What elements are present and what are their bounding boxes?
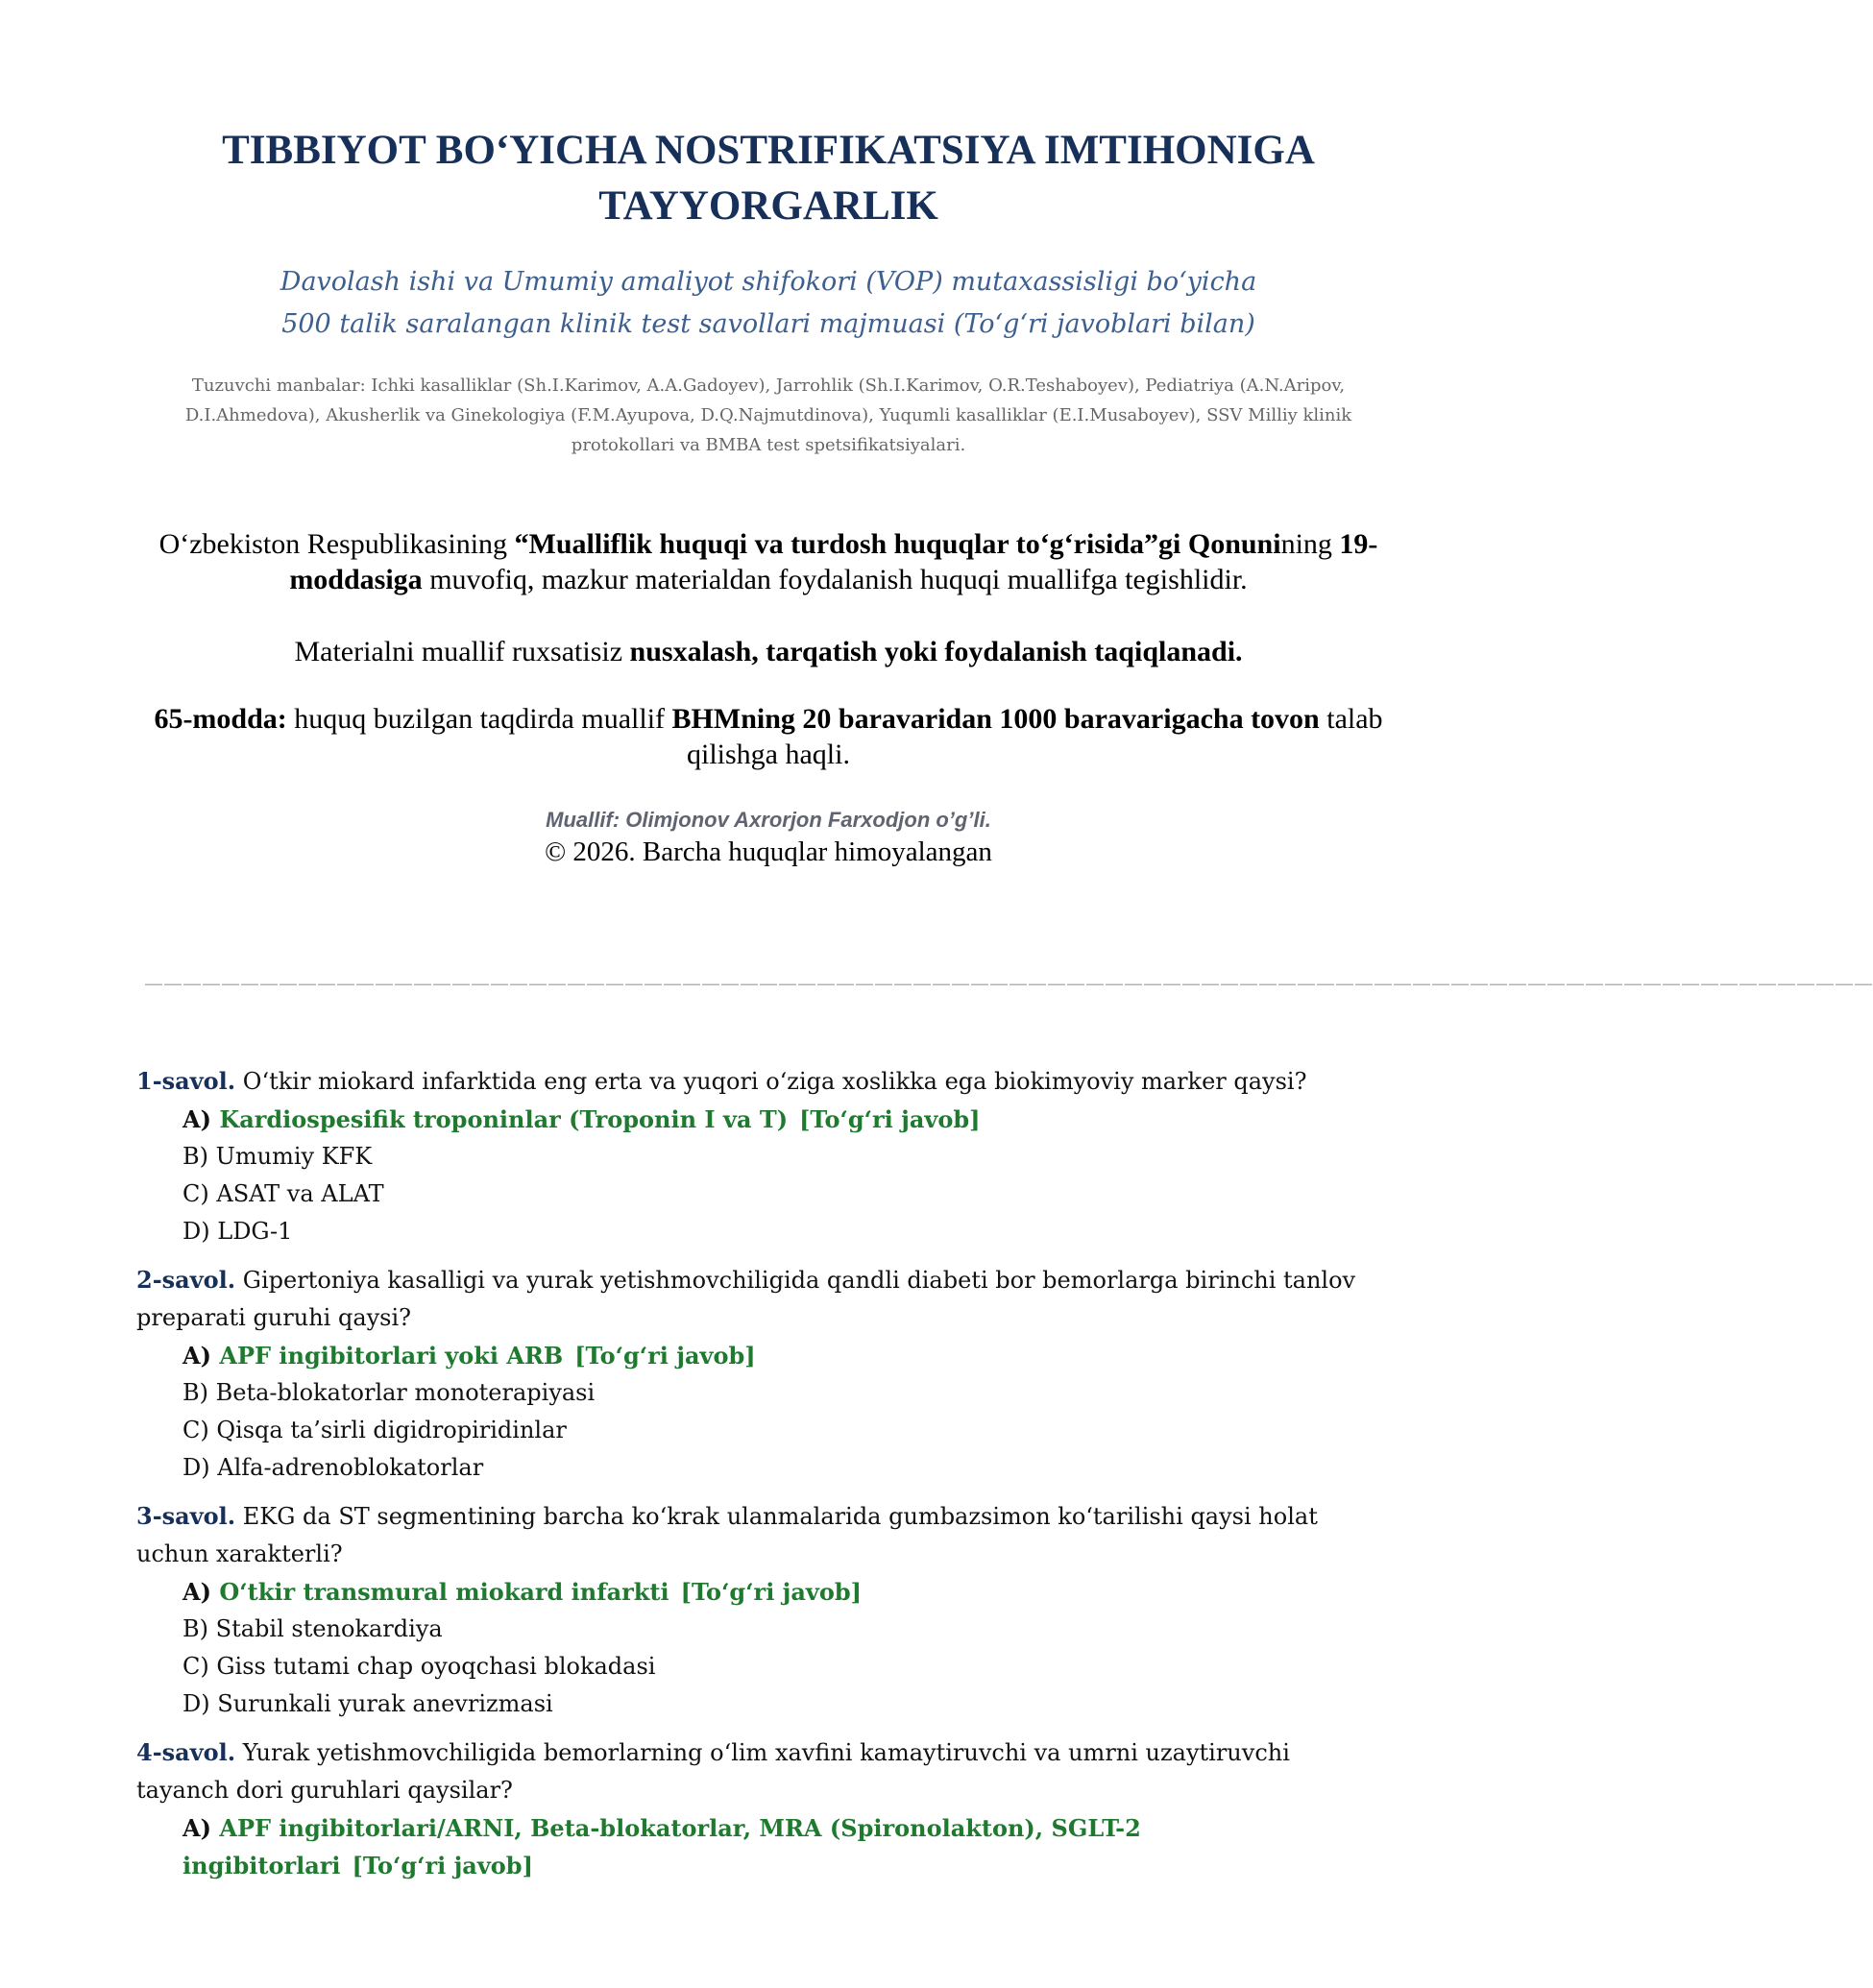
- option-letter: D): [182, 1454, 210, 1481]
- copyright-law-paragraph: [134, 526, 1402, 597]
- prohibition-bold: nusxalash, tarqatish yoki foydalanish taqiqlanadi.: [629, 636, 1243, 667]
- option-letter: D): [182, 1218, 210, 1245]
- answer-option: [182, 1138, 1385, 1176]
- answer-option: [182, 1611, 1385, 1648]
- sources-note: Tuzuvchi manbalar: Ichki kasalliklar (Sh.I.Karimov, A.A.Gadoyev), Jarrohlik (Sh.I.Karimov, O.R.Teshaboyev), Pediatriya (A.N.Aripov, D.I.Ahmedova), Akusherlik va Ginekologiya (F.M.Ayupova, D.Q.Najmutdinova), Yuqumli kasalliklar (E.I.Musaboyev), SSV Milliy klinik protokollari va BMBA test spetsifikatsiyalari.: [184, 376, 1352, 455]
- subtitle-line-2: 500 talik saralangan klinik test savollari majmuasi (To‘g‘ri javoblari bilan): [281, 309, 1255, 339]
- question-number: 3-savol.: [136, 1502, 236, 1530]
- answer-option: [182, 1648, 1385, 1685]
- answer-option: [182, 1213, 1385, 1250]
- question-number: 1-savol.: [136, 1067, 236, 1095]
- question-item: [136, 1062, 1385, 1250]
- option-letter: B): [182, 1615, 208, 1642]
- option-text: Surunkali yurak anevrizmasi: [217, 1690, 553, 1717]
- option-letter: D): [182, 1690, 210, 1717]
- penalty-article: 65-modda:: [154, 703, 287, 735]
- question-text: [136, 1062, 1385, 1101]
- section-divider: ——————————————————————————————————————————————————————————————————————————————————————————: [144, 972, 1873, 995]
- copyright-line: © 2026. Barcha huquqlar himoyalangan: [545, 836, 992, 867]
- option-letter: C): [182, 1653, 209, 1680]
- correct-answer-tag: [To‘g‘ri javob]: [574, 1342, 756, 1370]
- question-body: EKG da ST segmentining barcha ko‘krak ulanmalarida gumbazsimon ko‘tarilishi qaysi holat uchun xarakterli?: [136, 1503, 1318, 1567]
- document-subtitle: [173, 261, 1364, 346]
- prohibition-text: Materialni muallif ruxsatisiz: [294, 636, 630, 667]
- question-number: 2-savol.: [136, 1266, 236, 1294]
- option-text: APF ingibitorlari yoki ARB: [219, 1342, 564, 1370]
- option-letter: A): [182, 1578, 211, 1606]
- option-text: Kardiospesifik troponinlar (Troponin I va T): [219, 1105, 789, 1133]
- title-line-2: TAYYORGARLIK: [598, 183, 938, 229]
- prohibition-paragraph: [134, 634, 1402, 669]
- option-letter: C): [182, 1180, 209, 1207]
- answer-option: [182, 1176, 1385, 1213]
- law-article: 19-moddasiga: [289, 528, 1378, 595]
- answer-option-correct: [182, 1573, 1385, 1611]
- option-text: APF ingibitorlari/ARNI, Beta-blokatorlar, MRA (Spironolakton), SGLT-2 ingibitorlari: [182, 1814, 1141, 1879]
- option-letter: A): [182, 1342, 211, 1370]
- title-line-1: TIBBIYOT BO‘YICHA NOSTRIFIKATSIYA IMTIHONIGA: [222, 128, 1315, 173]
- question-list: [136, 1062, 1385, 1895]
- question-item: [136, 1733, 1385, 1884]
- answer-option: [182, 1685, 1385, 1723]
- penalty-amount: BHMning 20 baravaridan 1000 baravarigacha tovon: [671, 703, 1320, 735]
- question-text: [136, 1497, 1385, 1573]
- option-text: Umumiy KFK: [215, 1143, 373, 1170]
- penalty-text-1: huquq buzilgan taqdirda muallif: [286, 703, 672, 735]
- answer-option-correct: [182, 1337, 1385, 1374]
- law-text-1: O‘zbekiston Respublikasining: [158, 528, 515, 560]
- penalty-text-2: talab qilishga haqli.: [687, 703, 1383, 770]
- option-letter: A): [182, 1814, 211, 1842]
- answer-option: [182, 1449, 1385, 1487]
- option-letter: B): [182, 1143, 208, 1170]
- question-item: [136, 1261, 1385, 1487]
- option-text: O‘tkir transmural miokard infarkti: [219, 1578, 669, 1606]
- option-letter: C): [182, 1417, 209, 1443]
- question-body: Yurak yetishmovchiligida bemorlarning o‘lim xavfini kamaytiruvchi va umrni uzaytiruvchi tayanch dori guruhlari qaysilar?: [136, 1739, 1290, 1804]
- correct-answer-tag: [To‘g‘ri javob]: [680, 1578, 862, 1606]
- option-text: Stabil stenokardiya: [215, 1615, 443, 1642]
- option-text: Beta-blokatorlar monoterapiyasi: [215, 1379, 596, 1406]
- option-letter: A): [182, 1105, 211, 1133]
- answer-option: [182, 1412, 1385, 1449]
- answer-option-correct: [182, 1809, 1385, 1884]
- option-text: LDG-1: [217, 1218, 293, 1245]
- question-text: [136, 1733, 1385, 1809]
- law-text-2: ning: [1280, 528, 1340, 560]
- author-line: Muallif: Olimjonov Axrorjon Farxodjon o’g’li.: [546, 808, 991, 832]
- option-letter: B): [182, 1379, 208, 1406]
- penalty-paragraph: [134, 701, 1402, 772]
- law-text-3: muvofiq, mazkur materialdan foydalanish huquqi muallifga tegishlidir.: [422, 564, 1248, 595]
- option-text: Qisqa ta’sirli digidropiridinlar: [216, 1417, 567, 1443]
- document-title: [173, 123, 1364, 234]
- subtitle-line-1: Davolash ishi va Umumiy amaliyot shifokori (VOP) mutaxassisligi bo‘yicha: [280, 267, 1257, 297]
- answer-option: [182, 1374, 1385, 1412]
- option-text: ASAT va ALAT: [216, 1180, 384, 1207]
- answer-option-correct: [182, 1101, 1385, 1138]
- question-item: [136, 1497, 1385, 1723]
- question-body: O‘tkir miokard infarktida eng erta va yuqori o‘ziga xoslikka ega biokimyoviy marker qaysi?: [235, 1068, 1307, 1095]
- question-number: 4-savol.: [136, 1738, 236, 1766]
- option-text: Alfa-adrenoblokatorlar: [217, 1454, 484, 1481]
- question-text: [136, 1261, 1385, 1337]
- law-name: “Mualliflik huquqi va turdosh huquqlar to‘g‘risida”gi Qonuni: [514, 528, 1281, 560]
- correct-answer-tag: [To‘g‘ri javob]: [799, 1105, 981, 1133]
- correct-answer-tag: [To‘g‘ri javob]: [352, 1852, 533, 1879]
- option-text: Giss tutami chap oyoqchasi blokadasi: [216, 1653, 656, 1680]
- question-body: Gipertoniya kasalligi va yurak yetishmovchiligida qandli diabeti bor bemorlarga birinchi tanlov preparati guruhi qaysi?: [136, 1267, 1356, 1331]
